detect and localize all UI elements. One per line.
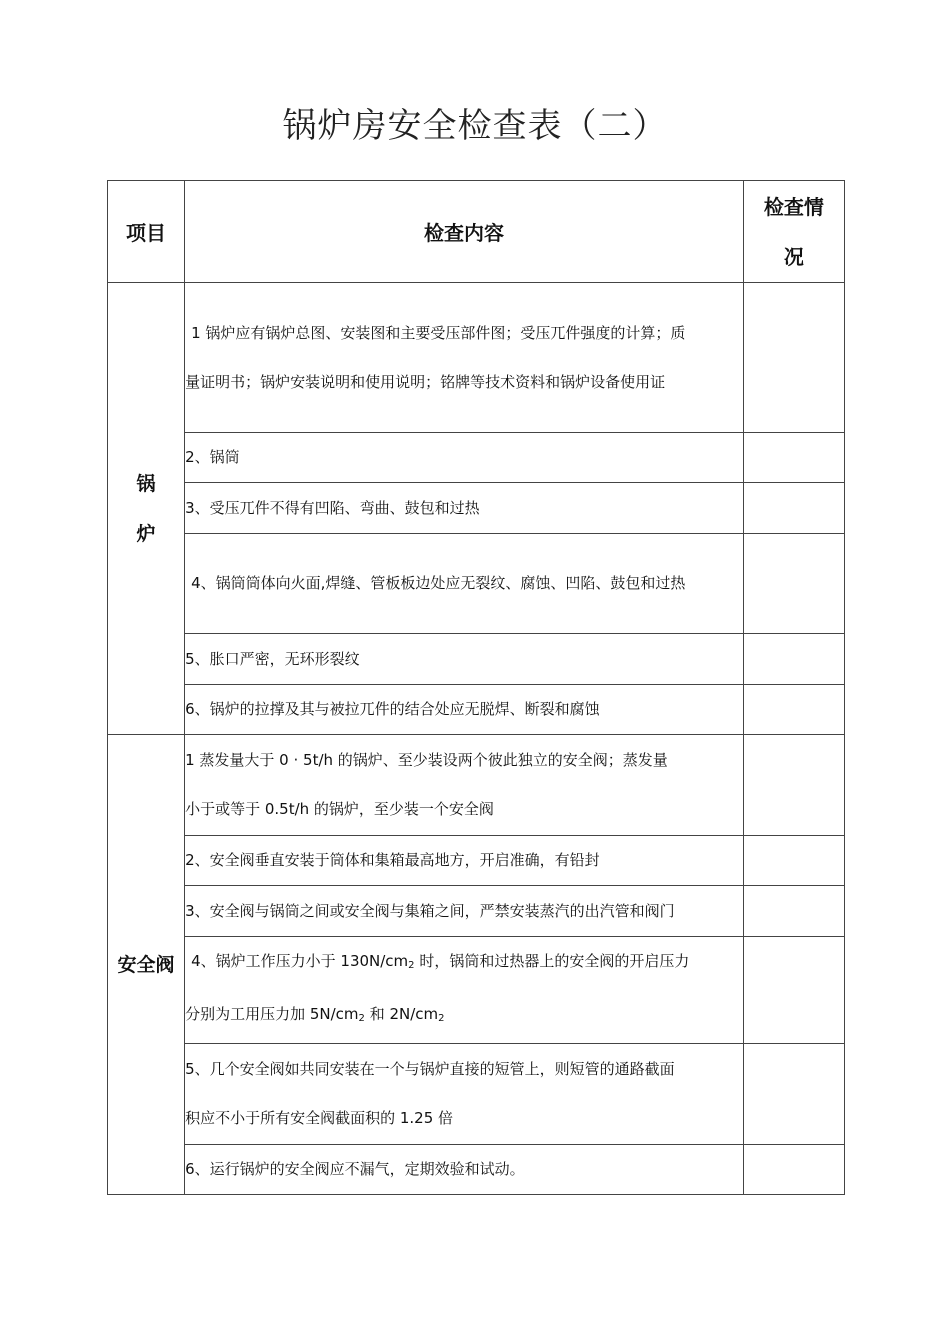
status-cell[interactable] (743, 735, 844, 836)
check-item (185, 937, 744, 1044)
table-row (108, 483, 845, 534)
table-row (108, 1145, 845, 1195)
table-header-row (108, 181, 845, 283)
table-row (108, 886, 845, 937)
table-row (108, 1044, 845, 1145)
header-status (743, 181, 844, 283)
status-cell[interactable] (743, 1044, 844, 1145)
check-item-line: 3、受压兀件不得有凹陷、弯曲、鼓包和过热 (185, 498, 480, 517)
header-status-line1: 检查情 (763, 194, 824, 219)
check-item-line: 6、运行锅炉的安全阀应不漏气，定期效验和试动。 (185, 1160, 525, 1178)
table-row (108, 735, 845, 836)
table-row (108, 283, 845, 433)
check-item-line (185, 990, 743, 1043)
check-item-line: 5、胀口严密，无环形裂纹 (185, 649, 360, 668)
subscript: 2 (408, 960, 415, 971)
check-item (185, 685, 744, 735)
table-row (108, 534, 845, 634)
check-item-line: 小于或等于 0.5t/h 的锅炉，至少装一个安全阀 (185, 800, 494, 818)
check-item (185, 1044, 744, 1145)
check-item-line: 1 锅炉应有锅炉总图、安装图和主要受压部件图；受压兀件强度的计算；质 (191, 323, 686, 342)
check-item-line: 量证明书；锅炉安装说明和使用说明；铭牌等技术资料和锅炉设备使用证 (185, 372, 666, 391)
status-cell[interactable] (743, 433, 844, 483)
table-row (108, 836, 845, 886)
text-segment: 分别为工用压力加 5N/cm (185, 1005, 359, 1023)
text-segment: 4、锅炉工作压力小于 130N/cm (191, 952, 409, 970)
header-status-line2: 况 (783, 244, 804, 269)
check-item-line: 4、锅筒筒体向火面,焊缝、管板板边处应无裂纹、腐蚀、凹陷、鼓包和过热 (191, 574, 686, 592)
table-row (108, 685, 845, 735)
status-cell[interactable] (743, 886, 844, 937)
check-item-line: 6、锅炉的拉撑及其与被拉兀件的结合处应无脱焊、断裂和腐蚀 (185, 700, 600, 718)
subscript: 2 (358, 1013, 365, 1024)
section-safety-valve: 安全阀 (108, 735, 185, 1195)
check-item (185, 634, 744, 685)
table-row (108, 937, 845, 1044)
text-segment: 和 2N/cm (364, 1005, 439, 1023)
header-item: 项目 (108, 181, 185, 283)
status-cell[interactable] (743, 283, 844, 433)
subscript: 2 (438, 1013, 445, 1024)
status-cell[interactable] (743, 836, 844, 886)
check-item (185, 886, 744, 937)
check-item-line (185, 937, 743, 990)
page-title: 锅炉房安全检查表（二） (282, 106, 668, 146)
check-item-line: 积应不小于所有安全阀截面积的 1.25 倍 (185, 1109, 454, 1127)
check-item (185, 483, 744, 534)
status-cell[interactable] (743, 634, 844, 685)
status-cell[interactable] (743, 534, 844, 634)
table-row (108, 433, 845, 483)
status-cell[interactable] (743, 483, 844, 534)
check-item (185, 283, 744, 433)
header-content: 检查内容 (185, 181, 744, 283)
section-boiler-char2: 炉 (136, 522, 156, 545)
check-item (185, 433, 744, 483)
text-segment: 时，锅筒和过热器上的安全阀的开启压力 (414, 952, 690, 970)
status-cell[interactable] (743, 1145, 844, 1195)
check-item-line: 2、安全阀垂直安装于筒体和集箱最高地方，开启准确，有铅封 (185, 851, 600, 869)
check-item-line: 2、锅筒 (185, 448, 240, 466)
table-row (108, 634, 845, 685)
check-item (185, 1145, 744, 1195)
section-boiler-char1: 锅 (136, 472, 156, 495)
check-item-line: 1 蒸发量大于 0 · 5t/h 的锅炉、至少装设两个彼此独立的安全阀；蒸发量 (185, 751, 668, 769)
status-cell[interactable] (743, 937, 844, 1044)
check-item-line: 3、安全阀与锅筒之间或安全阀与集箱之间，严禁安装蒸汽的出汽管和阀门 (185, 901, 675, 920)
check-item (185, 836, 744, 886)
status-cell[interactable] (743, 685, 844, 735)
check-item (185, 735, 744, 836)
section-boiler (108, 283, 185, 735)
inspection-table (107, 180, 845, 1195)
check-item (185, 534, 744, 634)
check-item-line: 5、几个安全阀如共同安装在一个与锅炉直接的短管上，则短管的通路截面 (185, 1060, 675, 1078)
